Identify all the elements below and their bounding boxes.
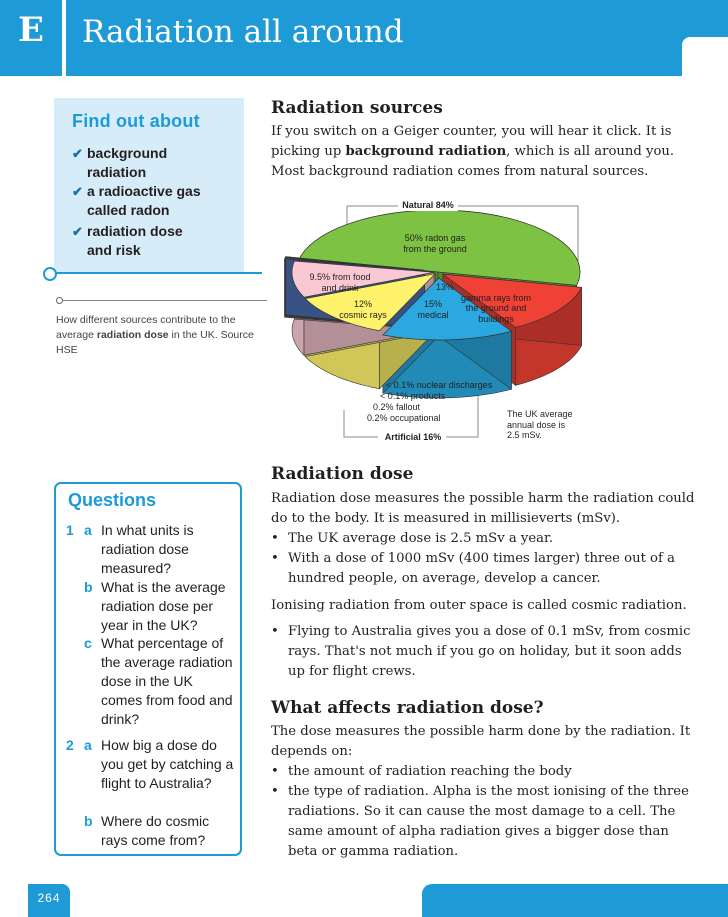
chart-caption: How different sources contribute to the average radiation dose in the UK. Source HSE (56, 314, 254, 356)
check-icon: ✔ (72, 184, 83, 199)
label-nuclear: < 0.1% nuclear discharges (386, 380, 493, 390)
label-medical: 15% medical (417, 299, 449, 320)
heading-radiation-dose: Radiation dose (271, 464, 414, 484)
label-artificial: Artificial 16% (380, 432, 446, 443)
bullet: • With a dose of 1000 mSv (400 times larger) three out of a hundred people, on average, develop a cancer. (271, 551, 675, 586)
label-cosmic: 12% cosmic rays (339, 299, 387, 320)
question-text: What is the average radiation dose per year in the UK? (101, 579, 226, 633)
label-radon: 50% radon gas from the ground (403, 233, 467, 254)
question-part-label: b (84, 813, 93, 829)
question-part-label: a (84, 737, 92, 753)
paragraph: If you switch on a Geiger counter, you will hear it click. It is picking up background radiation, which is all around you. Most background radiation comes from natural sources. (271, 124, 675, 179)
label-fallout: 0.2% fallout (373, 402, 421, 412)
footer-band (422, 884, 728, 917)
label-natural: Natural 84% (398, 200, 458, 211)
question-number: 2 (66, 737, 74, 753)
page-number: 264 (37, 891, 61, 905)
question-text: How big a dose do you get by catching a flight to Australia? (101, 737, 234, 791)
check-icon: ✔ (72, 224, 83, 239)
find-out-title: Find out about (72, 111, 200, 131)
bullet: • the type of radiation. Alpha is the most ionising of the three radiations. So it can cause the most damage to a cell. The same amount of alpha radiation gives a bigger dose than beta or gamma radiation. (271, 784, 689, 859)
bullet: • Flying to Australia gives you a dose of 0.1 mSv, from cosmic rays. That's not much if you go on holiday, but it soon adds up for flight crews. (271, 624, 691, 679)
question-part-label: a (84, 522, 92, 538)
bullet: • the amount of radiation reaching the body (271, 764, 572, 779)
question-text: In what units is radiation dose measured? (101, 522, 194, 576)
page-title: Radiation all around (82, 14, 404, 50)
find-out-item: ✔ radiation dose and risk (72, 223, 183, 258)
paragraph: The dose measures the possible harm done by the radiation. It depends on: (271, 724, 691, 759)
label-food: 9.5% from food and drink (309, 272, 371, 293)
question-text: Where do cosmic rays come from? (101, 813, 210, 848)
paragraph: Ionising radiation from outer space is called cosmic radiation. (271, 598, 687, 613)
label-products: < 0.1% products (380, 391, 446, 401)
label-gamma: 13% gamma rays from the ground and buildings (436, 282, 531, 324)
question-number: 1 (66, 522, 74, 538)
question-part-label: b (84, 579, 93, 595)
heading-what-affects-dose: What affects radiation dose? (271, 698, 544, 718)
questions-title: Questions (68, 490, 157, 510)
check-icon: ✔ (72, 146, 83, 161)
label-occupational: 0.2% occupational (367, 413, 441, 423)
bullet: • The UK average dose is 2.5 mSv a year. (271, 531, 554, 546)
question-part-label: c (84, 635, 92, 651)
question-text: What percentage of the average radiation dose in the UK comes from food and drink? (101, 635, 233, 727)
find-out-item: ✔ a radioactive gas called radon (72, 183, 201, 218)
uk-average-note: The UK average annual dose is 2.5 mSv. (507, 409, 573, 440)
section-letter: E (18, 10, 44, 50)
paragraph: Radiation dose measures the possible harm the radiation could do to the body. It is measured in millisieverts (mSv). (271, 491, 695, 526)
heading-radiation-sources: Radiation sources (271, 98, 443, 118)
find-out-item: ✔ background radiation (72, 145, 168, 180)
